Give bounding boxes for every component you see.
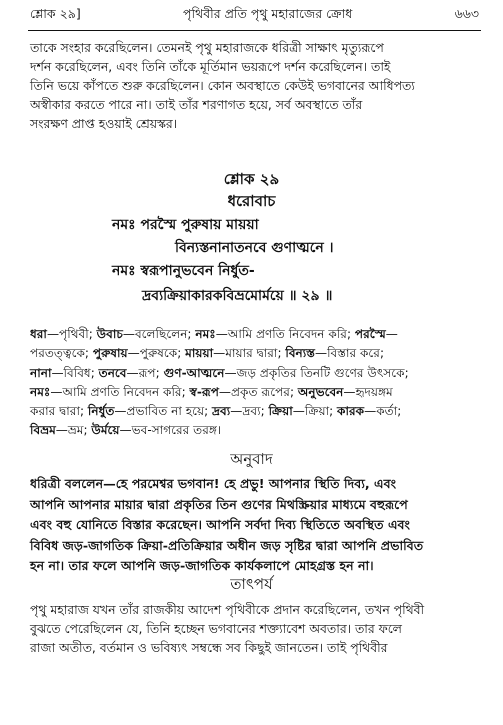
synonym-meaning: —বলেছিলেন; <box>122 327 196 341</box>
synonym-meaning: —দ্রব্য; <box>230 404 269 419</box>
synonym-headword: স্ব-রূপ <box>189 384 219 399</box>
synonym-meaning: —প্রকৃত রূপের; <box>218 384 298 399</box>
synonym-meaning: — <box>385 327 398 341</box>
verse-number: শ্লোক ২৯ <box>223 170 280 188</box>
synonym-meaning: —আমি প্রণতি নিবেদন করি; <box>215 327 355 341</box>
intro-line: অস্বীকার করতে পারে না। তাই তাঁর শরণাগত হয়ে, সর্ব অবস্থাতে তাঁর <box>30 97 363 112</box>
verse-line: নমঃ স্বরূপানুভবেন নির্ধুত- <box>112 263 255 279</box>
verse-reference: শ্লোক ২৯] <box>30 6 81 21</box>
intro-paragraph <box>30 38 478 133</box>
translation-line: আপনি আপনার মায়ার দ্বারা প্রকৃতির তিন গুণের মিথস্ক্রিয়ার মাধ্যমে বহুরূপে <box>30 496 408 512</box>
translation-line: ধরিত্রী বললেন—হে পরমেশ্বর ভগবান! হে প্রভু! আপনার স্থিতি দিব্য, এবং <box>30 476 397 491</box>
synonym-headword: বিভ্রম <box>30 423 56 438</box>
synonym-meaning: —বিবিধ; <box>51 365 99 380</box>
running-header <box>30 4 479 28</box>
synonyms-line <box>30 325 478 344</box>
verse-heading <box>0 168 503 212</box>
synonym-headword: মায়য়া <box>185 346 214 361</box>
synonym-headword: উর্ময়ে <box>91 423 120 438</box>
verse-line: নমঃ পরস্মৈ পুরুষায় মায়য়া <box>112 217 259 233</box>
synonym-headword: কারক <box>337 404 365 419</box>
synonym-meaning: —পুরুষকে; <box>127 346 186 361</box>
synonym-meaning: পরতত্ত্বকে; <box>30 346 93 361</box>
synonym-headword: ধরা <box>30 327 47 341</box>
purport-line: রাজা অতীত, বর্তমান ও ভবিষ্যৎ সম্বন্ধে সব কিছুই জানতেন। তাই পৃথিবীর <box>30 640 388 655</box>
translation-title: অনুবাদ <box>230 450 273 468</box>
synonym-meaning: —রূপ; <box>126 365 164 380</box>
purport-line: পৃথু মহারাজ যখন তাঁর রাজকীয় আদেশ পৃথিবীকে প্রদান করেছিলেন, তখন পৃথিবী <box>30 602 425 617</box>
synonym-headword: তনবে <box>98 365 127 380</box>
synonym-meaning: করার দ্বারা; <box>30 404 88 419</box>
translation-line: বিবিধ জড়-জাগতিক ক্রিয়া-প্রতিক্রিয়ার অধীন জড় সৃষ্টির দ্বারা আপনি প্রভাবিত <box>30 537 424 553</box>
purport-line: বুঝতে পেরেছিলেন যে, তিনি হচ্ছেন ভগবানের শক্ত্যাবেশ অবতার। তার ফলে <box>30 621 402 636</box>
translation-line: এবং বহু যোনিতে বিস্তার করেছেন। আপনি সর্বদা দিব্য স্থিতিতে অবস্থিত এবং <box>30 517 410 532</box>
purport-title: তাৎপর্য <box>230 575 273 593</box>
synonyms-line <box>30 344 478 363</box>
intro-line: দর্শন করেছিলেন, এবং তিনি তাঁকে মূর্তিমান ভয়রূপে দর্শন করেছিলেন। তাই <box>30 59 391 74</box>
synonyms-line <box>30 383 478 402</box>
synonym-meaning: —প্রভাবিত না হয়ে; <box>114 404 212 419</box>
synonym-headword: নমঃ <box>195 327 216 341</box>
verse-line: বিন্যস্তনানাতনবে গুণাত্মনে । <box>175 240 334 256</box>
synonym-headword: উবাচ <box>96 327 123 341</box>
synonym-meaning: —কর্তা; <box>364 404 402 419</box>
page-number: ৬৬৩ <box>454 6 479 21</box>
synonym-meaning: —মায়ার দ্বারা; <box>213 346 286 361</box>
synonym-headword: পরস্মৈ <box>354 327 386 341</box>
synonym-meaning: —পৃথিবী; <box>46 327 97 341</box>
intro-line: তিনি ভয়ে কাঁপতে শুরু করেছিলেন। কোন অবস্থাতে কেউই ভগবানের আধিপত্য <box>30 78 415 93</box>
intro-line: তাকে সংহার করেছিলেন। তেমনই পৃথু মহারাজকে ধরিত্রী সাক্ষাৎ মৃত্যুরূপে <box>30 40 384 55</box>
translation-line: হন না। তার ফলে আপনি জড়-জাগতিক কার্যকলাপে মোহগ্রস্ত হন না। <box>30 558 374 573</box>
synonym-meaning: —হৃদয়ঙ্গম <box>343 384 393 399</box>
chapter-title: পৃথিবীর প্রতি পৃথু মহারাজের ক্রোধ <box>183 6 353 21</box>
purport-paragraph <box>30 600 478 657</box>
synonyms-line <box>30 421 478 440</box>
translation-paragraph <box>30 474 478 577</box>
synonym-headword: পুরুষায় <box>92 346 128 361</box>
header-rule <box>28 30 481 31</box>
synonym-meaning: —জড় প্রকৃতির তিনটি গুণের উৎসকে; <box>224 365 409 380</box>
synonym-headword: গুণ-আত্মনে <box>163 365 225 380</box>
synonym-meaning: —ভ্রম; <box>55 423 92 438</box>
synonym-meaning: —বিস্তার করে; <box>314 346 385 361</box>
synonym-headword: বিন্যস্ত <box>285 346 315 361</box>
synonym-meaning: —ভব-সাগরের তরঙ্গ। <box>119 423 222 438</box>
intro-line: সংরক্ষণ প্রাপ্ত হওয়াই শ্রেয়স্কর। <box>30 116 178 131</box>
synonym-headword: নমঃ <box>30 384 51 399</box>
synonyms-paragraph <box>30 325 478 441</box>
verse-speaker: ধরোবাচ <box>227 192 276 210</box>
synonym-meaning: —ক্রিয়া; <box>292 404 338 419</box>
synonym-headword: দ্রব্য <box>212 404 231 419</box>
synonym-headword: ক্রিয়া <box>268 404 293 419</box>
synonym-headword: নির্ধুত <box>87 404 115 419</box>
synonyms-line <box>30 402 478 421</box>
synonyms-line <box>30 364 478 383</box>
synonym-headword: অনুভবেন <box>297 384 344 399</box>
synonym-meaning: —আমি প্রণতি নিবেদন করি; <box>50 384 190 399</box>
verse-line: দ্রব্যক্রিয়াকারকবিভ্রমোর্ময়ে ॥ ২৯ ॥ <box>142 288 333 304</box>
synonym-headword: নানা <box>30 365 52 380</box>
